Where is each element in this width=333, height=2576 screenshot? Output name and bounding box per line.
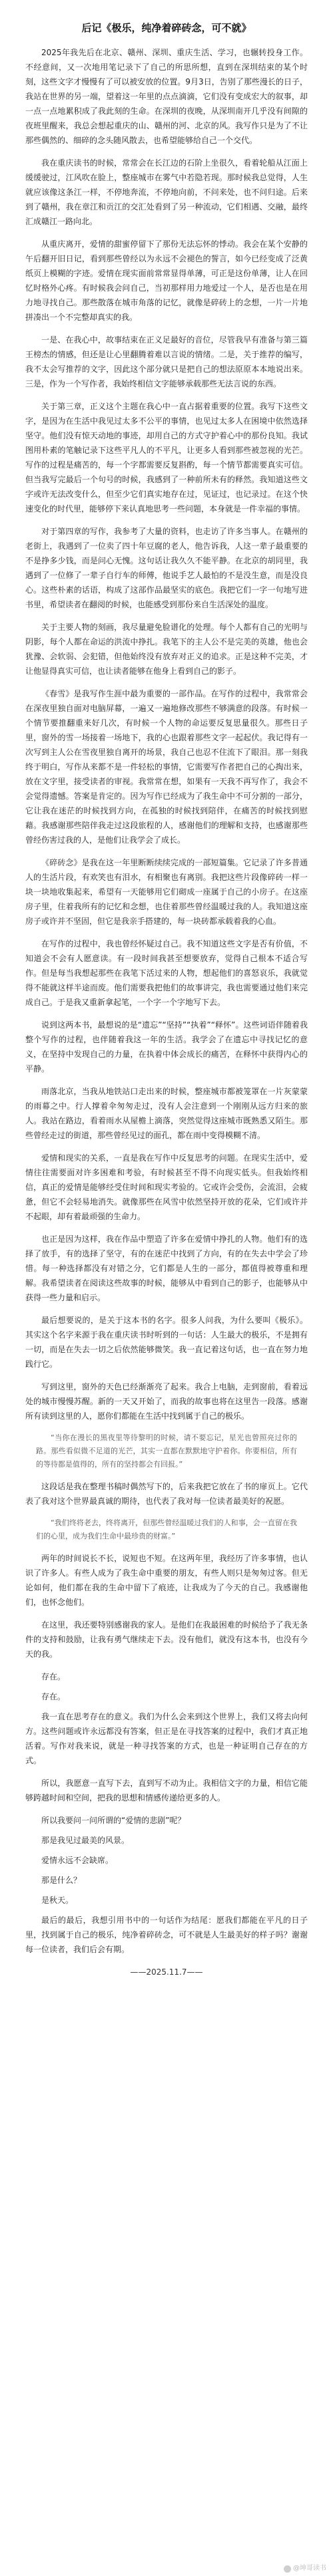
paragraph: 我在重庆读书的时候，常常会在长江边的石阶上坐很久，看着轮船从江面上缓缓驶过，江风吹在脸上，整座城市在雾气中若隐若现。那时候我总觉得，人生就应该像这条江一样，不停地奔流，不停地向前，不问来处，也不问归途。后来到了赣州，我在章江和贡江的交汇处看到了另一种流动，它们相遇、交融，最终汇成赣江一路向北。 (25, 158, 308, 226)
paragraph: 两年的时间说长不长，说短也不短。在这两年里，我经历了许多事情，也认识了许多人。有些人成为了我生命中重要的朋友，有些人则只是匆匆过客。但无论如何，他们都在我的生命中留下了痕迹，让我成为了今天的自己。我感谢他们，也怀念他们。 (25, 1554, 308, 1607)
short-line: 那是我见过最美的风景。 (41, 1836, 130, 1845)
article-title: 后记《极乐，纯净着碎砖念，可不就》 (81, 22, 252, 34)
short-line: 是秋天。 (41, 1896, 74, 1905)
weibo-icon (284, 2565, 291, 2573)
paragraph: 说到这两本书，最想说的是“遗忘”“坚持”“执着”“释怀”。这些词语伴随着我整个写作的过程，也伴随着我这一年的生活。我学会了在遗忘中寻找记忆的意义，在坚持中发现自己的力量，在执着中体会成长的痛苦，在释怀中获得内心的平静。 (25, 1020, 308, 1073)
paragraph: 最后的最后，我想引用书中的一句话作为结尾：愿我们都能在平凡的日子里，找到属于自己的极乐，纯净着碎砖念，可不就是人生最美好的样子吗？谢谢每一位读者，我们后会有期。 (25, 1916, 308, 1954)
paragraph: 《春雪》是我写作生涯中最为重要的一部作品。在写作的过程中，我常常会在深夜里独自面对电脑屏幕，一遍又一遍地修改那些不够满意的段落。有时候一个情节要推翻重来好几次，有时候一个人物的命运要反复思量很久。那些日子里，窗外的雪一场接着一场地下，我的心也跟着那些文字一起起伏。我记得有一次写到主人公在雪夜里独自离开的场景，我自己也忍不住流下了眼泪。那一刻我终于明白，写作从来都不是一件轻松的事情，它需要写作者把自己的心掏出来，放在文字里，接受读者的审视。我常常在想，如果有一天我不再写作了，我会不会觉得遗憾。答案是肯定的。因为写作已经成为了我生命中不可分割的一部分，它让我在迷茫的时候找到方向，在孤独的时候找到陪伴，在痛苦的时候找到慰藉。我感谢那些陪伴我走过这段旅程的人，感谢他们的理解和支持，也感谢那些曾经伤害过我的人，是他们让我学会了成长。 (25, 689, 308, 845)
paragraph: 从重庆离开，爱情的甜蜜停留下了那份无法忘怀的悸动。我会在某个安静的午后翻开旧日记，看到那些曾经以为永远不会褪色的誓言，如今已经变成了泛黄纸页上模糊的字迹。爱情在现实面前常常显得单薄，可正是这份单薄，让人在回忆时格外心疼。有时候我会问自己，当初那样用力地爱过一个人，是否也是在用力地寻找自己。那些散落在城市角落的记忆，就像是碎砖上的念想，一片一片地拼凑出一个不完整却真实的我。 (25, 239, 308, 322)
paragraph: 在这里，我还要特别感谢我的家人。是他们在我最困难的时候给予了我无条件的支持和鼓励，让我有勇气继续走下去。没有他们，就没有这本书，也没有今天的我。 (25, 1620, 308, 1659)
short-line: 存在。 (41, 1672, 66, 1681)
article-body (25, 45, 308, 1957)
paragraph: 爱情和现实的关系，一直是我在写作中反复思考的问题。在现实生活中，爱情往往需要面对许多困难和考验，有时候甚至不得不向现实低头。但我始终相信，真正的爱情是能够经受住时间和现实考验的。它或许会受伤，会流泪，会疲惫，但它不会轻易地消失。就像那些在风雪中依然坚持开放的花朵，它们或许并不起眼，却有着最顽强的生命力。 (25, 1153, 308, 1221)
paragraph: 关于第三章，正义这个主题在我心中一直占据着重要的位置。我写下这些文字，是因为在生活中我见过太多不公平的事情，也见过太多人在困境中依然选择坚守。他们没有惊天动地的事迹，却用自己的方式守护着心中的那份良知。我试图用朴素的笔触记录下这些平凡人的不平凡，让更多人看到那些被忽视的光芒。写作的过程是痛苦的，每一个字都需要反复斟酌，每一个情节都需要真实可信。但当我写完最后一个句号的时候，我感到了一种前所未有的释然。我知道这些文字或许无法改变什么，但至少它们真实地存在过，见证过，也记录过。在这个快速变化的时代里，能够停下来认真地思考一些问题，本身就是一件幸福的事情。 (25, 402, 308, 513)
paragraph: 关于主要人物的刻画，我尽量避免脸谱化的处理。每个人都有自己的光明与阴影，每个人都在命运的洪流中挣扎。我笔下的主人公不是完美的英雄，他也会犹豫、会软弱、会犯错，但他始终没有放弃对正义的追求。正是这种不完美，才让他显得真实可信，也让读者能够在他身上看到自己的影子。 (25, 623, 308, 676)
short-line: 爱情永远不会缺席。 (41, 1856, 114, 1865)
paragraph: 也正是因为这样，我在作品中塑造了许多在爱情中挣扎的人物。他们有的选择了放手，有的选择了坚守，有的在迷茫中找到了方向，有的在失去中学会了珍惜。每一种选择都没有对错之分，它们都是人生的一部分，都值得被尊重和理解。我希望读者在阅读这些故事的时候，能够从中看到自己的影子，也能够从中获得一些力量和启示。 (25, 1234, 308, 1302)
paragraph: 对于第四章的写作，我参考了大量的资料，也走访了许多当事人。在赣州的老街上，我遇到了一位卖了四十年豆腐的老人，他告诉我，人这一辈子最重要的不是挣多少钱，而是问心无愧。这句话让我久久不能平静。在北京的胡同里，我遇到了一位修了一辈子自行车的师傅，他说手艺人最怕的不是没生意，而是没良心。这些朴素的话语，构成了这部作品最坚实的底色。我把它们一字一句地写进书里，希望读者在翻阅的时候，也能感受到那份来自生活深处的温度。 (25, 527, 308, 609)
paragraph: 雨落北京，当我从地铁站口走出来的时候，整座城市都被笼罩在一片灰蒙蒙的雨幕之中。行人撑着伞匆匆走过，没有人会注意到一个刚刚从远方归来的旅人。我站在路边，看着雨水从屋檐上滴落，突然觉得这座城市既熟悉又陌生。那些曾经走过的街道，那些曾经见过的面孔，都在雨中变得模糊不清。 (25, 1087, 308, 1140)
paragraph: 最后想要说的，是关于这本书的名字。很多人问我，为什么要叫《极乐》。其实这个名字来源于我在重庆读书时听到的一句话：人生最大的极乐，不是拥有一切，而是在失去一切之后依然能够微笑。我一直记着这句话，也一直在努力地践行它。 (25, 1316, 308, 1369)
paragraph: 写到这里，窗外的天色已经渐渐亮了起来。我合上电脑，走到窗前，看着远处的城市慢慢苏醒。新的一天又开始了，而我的故事也将在这里告一段落。感谢所有读到这里的人，愿你们都能在生活中找到属于自己的极乐。 (25, 1382, 308, 1421)
short-line: 那是什么？ (41, 1876, 82, 1885)
paragraph: 所以，我愿意一直写下去，直到写不动为止。我相信文字的力量，相信它能够跨越时间和空间，把我的思想和情感传递给更多的人。 (25, 1779, 308, 1802)
paragraph: 《碎砖念》是我在这一年里断断续续完成的一部短篇集。它记录了许多普通人的生活片段，有欢笑也有泪水，有相聚也有离别。我把这些片段像碎砖一样一块一块地收集起来，希望有一天能够用它们砌成一座属于自己的小房子。在这座房子里，住着我所有的记忆和念想，也住着那些曾经温暖过我的人。我知道这座房子或许并不坚固，但它是我亲手搭建的，每一块砖都承载着我的心血。 (25, 858, 308, 926)
watermark (284, 2564, 326, 2573)
paragraph: 这段话是我在整理书稿时偶然写下的，后来我把它放在了书的扉页上。它代表了我对这个世界最真诚的期待，也代表了我对每一位读者最美好的祝愿。 (25, 1482, 308, 1506)
quote-paragraph: “我们终将老去，终将离开，但那些曾经温暖过我们的人和事，会一直留在我们的心里，成为我们生命中最珍贵的财富。” (36, 1518, 297, 1540)
short-line: 所以我要问一问所谓的“爱情的悲剧”呢？ (41, 1816, 186, 1825)
short-line: 存在。 (41, 1692, 66, 1701)
paragraph: 2025年我先后在北京、赣州、深圳、重庆生活、学习，也辗转投身工作。不经意间，又一次地用笔记录下了自己的所思所想，直到在深圳结束的某个时刻，这些文字才慢慢有了可以被安放的位置。9月3日，告别了那些漫长的日子，我站在世界的另一端，望着这一年里的点点滴滴，它们没有变成宏大的叙事，却一点一点地累积成了我此刻的生命。在深圳的夜晚，从深圳南开几乎没有间隙的夜班里醒来，我总会想起重庆的山、赣州的河、北京的风。我写作只是为了不让那些偶然的、细碎的念头随风散去，也希望能够给自己一个交代。 (25, 48, 308, 145)
quote-paragraph: “当你在漫长的黑夜里等待黎明的时候，请不要忘记，星光也曾照亮过你的路。那些看似微不足道的光芒，其实一直都在默默地守护着你。你要相信，所有的等待都是值得的，所有的坚持都会有回报。” (36, 1433, 297, 1469)
end-date: ——2025.11.7—— (130, 1967, 203, 1977)
paragraph: 我一直在思考存在的意义。我们为什么会来到这个世界上，我们又将去向何方。这些问题或许永远都没有答案，但正是在寻找答案的过程中，我们才真正地活着。写作对我来说，就是一种寻找答案的方式，也是一种证明自己存在的方式。 (25, 1712, 308, 1765)
paragraph: 在写作的过程中，我也曾经怀疑过自己。我不知道这些文字是否有价值，不知道会不会有人愿意读。有一段时间我甚至想要放弃，觉得自己根本不适合写作。但是每当我想起那些在我笔下活过来的人物，想起他们的喜怒哀乐，我就觉得不能就这样半途而废。他们需要我把他们的故事讲完，我也需要通过他们来完成自己。于是我又重新拿起笔，一个字一个字地写下去。 (25, 939, 308, 1007)
paragraph: 一是、在我心中，故事结束在正义足最好的音位，尽管我早有准备与第三篇王榜杰的情感，但还是让心里翻腾着难以言说的情绪。二是，关于推荐的编写，我不太会写推荐的文字，因此这个部分就只是把自己的想法原原本本地说出来。三是，作为一个写作者，我始终相信文字能够承载那些无法言说的东西。 (25, 335, 308, 388)
watermark-text: @坤哥读书 (293, 2565, 326, 2572)
